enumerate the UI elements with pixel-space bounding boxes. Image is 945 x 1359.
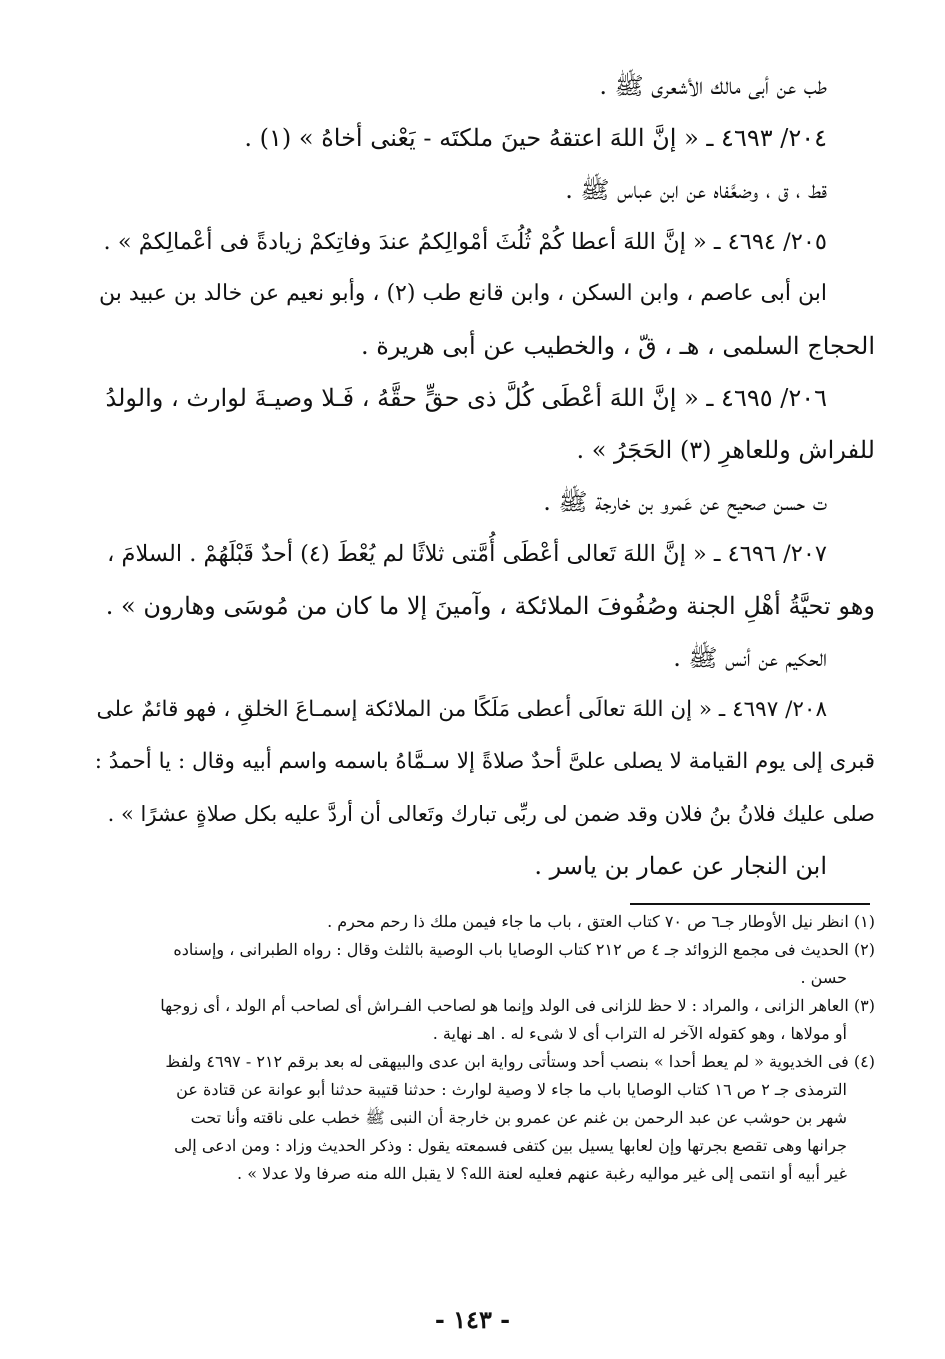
text-line: الحكيم عن أنس ﷺ .	[673, 644, 827, 672]
text-line: طب عن أبى مالك الأشعرى ﷺ .	[599, 72, 827, 100]
text-line: ابن أبى عاصم ، وابن السكن ، وابن قانع طب (٢) ، وأبو نعيم عن خالد بن عبيد بن	[99, 281, 827, 306]
footnote-line: شهر بن حوشب عن عبد الرحمن بن غنم عن عمرو بن خارجة أن النبى ﷺ خطب على ناقته وأنا تحت	[190, 1108, 847, 1127]
footnote-line: (١) انظر نيل الأوطار جـ٦ ص ٧٠ كتاب العتق ، باب ما جاء فيمن ملك ذا رحم محرم .	[327, 912, 875, 931]
footnote-divider	[630, 903, 870, 905]
hadith-207: ٢٠٧/ ٤٦٩٦ ـ « إنَّ اللهَ تَعالى أعْطَى أُمَّتى ثلاثًا لم يُعْطَ (٤) أحدٌ قَبْلَهُمْ . السلامَ ،	[107, 541, 827, 567]
text-line: قبرى إلى يوم القيامة لا يصلى علىَّ أحدٌ صلاةً إلا سـمَّاهُ باسمه واسم أبيه وقال : يا أحمدُ :	[94, 749, 875, 774]
footnote-line: (٤) فى الخديوية « لم يعط أحدا » بنصب أحد وستأتى رواية ابن عدى والبيهقى له بعد برقم ٢١٢ - ٤٦٩٧ ولفظ	[165, 1052, 875, 1071]
hadith-205: ٢٠٥/ ٤٦٩٤ ـ « إنَّ اللهَ أعطا كُمْ ثُلُثَ أمْوالِكمُ عندَ وفاتِكمْ زيادةً فى أعْمالِكمْ » .	[103, 229, 827, 255]
footnote-line: حسن .	[800, 968, 847, 987]
footnotes	[105, 908, 875, 1188]
hadith-208: ٢٠٨/ ٤٦٩٧ ـ « إن اللهَ تعالَى أعطى مَلَكًا من الملائكة إسمـاعَ الخلقِ ، فهو قائمٌ على	[96, 697, 827, 722]
text-line: الحجاج السلمى ، هـ ، قّ ، والخطيب عن أبى هريرة .	[361, 332, 875, 360]
footnote-line: غير أبيه أو انتمى إلى غير مواليه رغبة عنهم فعليه لعنة الله؟ لا يقبل الله منه صرفا ولا عدلا » .	[237, 1164, 847, 1183]
hadith-206: ٢٠٦/ ٤٦٩٥ ـ « إنَّ اللهَ أعْطَى كُلَّ ذى حقٍّ حقَّهُ ، فَـلا وصيـةَ لوارث ، والولدُ	[105, 384, 827, 412]
footnote-line: أو مولاها ، وهو كقوله الآخر له التراب أى لا شىء له . اهـ نهاية .	[432, 1024, 847, 1043]
page-number: - ١٤٣ -	[434, 1305, 511, 1334]
text-line: للفراش وللعاهرِ (٣) الحَجَرُ » .	[576, 436, 875, 464]
footnote-line: (٣) العاهر الزانى ، والمراد : لا حظ للزانى فى الولد وإنما هو لصاحب الفـراش أى لصاحب أم الولد ، أى زوجها	[160, 996, 875, 1015]
text-line: وهو تحيَّةُ أهْلِ الجنة وصُفُوفَ الملائكة ، وآمينَ إلا ما كان من مُوسَى وهارون » .	[105, 592, 875, 620]
text-line: ت حسن صحيح عن عَمرو بن خارجة ﷺ .	[543, 488, 827, 516]
footnote-line: (٢) الحديث فى مجمع الزوائد جـ ٤ ص ٢١٢ كتاب الوصايا باب الوصية بالثلث وقال : رواه الطبرانى ، وإسناده	[173, 940, 875, 959]
hadith-204: ٢٠٤/ ٤٦٩٣ ـ « إنَّ اللهَ اعتقهُ حينَ ملكتَه - يَعْنى أخاهُ » (١) .	[244, 124, 827, 152]
text-line: ابن النجار عن عمار بن ياسر .	[534, 852, 827, 880]
text-line: صلى عليك فلانُ بنُ فلان وقد ضمن لى ربِّى تبارك وتَعالى أن أردَّ عليه بكل صلاةٍ عشرًا » .	[107, 802, 875, 826]
text-line: قط ، ق ، وضعَّفاه عن ابن عباس ﷺ .	[565, 176, 827, 204]
main-text	[95, 60, 875, 892]
footnote-line: جرانها وهى تقصع بجرتها وإن لعابها يسيل بين كتفى فسمعته يقول : وذكر الحديث وزاد : ومن ادعى إلى	[174, 1136, 847, 1155]
footnote-line: الترمذى جـ ٢ ص ١٦ كتاب الوصايا باب ما جاء لا وصية لوارث : حدثنا قتيبة حدثنا أبو عوانة عن قتادة عن	[176, 1080, 847, 1099]
